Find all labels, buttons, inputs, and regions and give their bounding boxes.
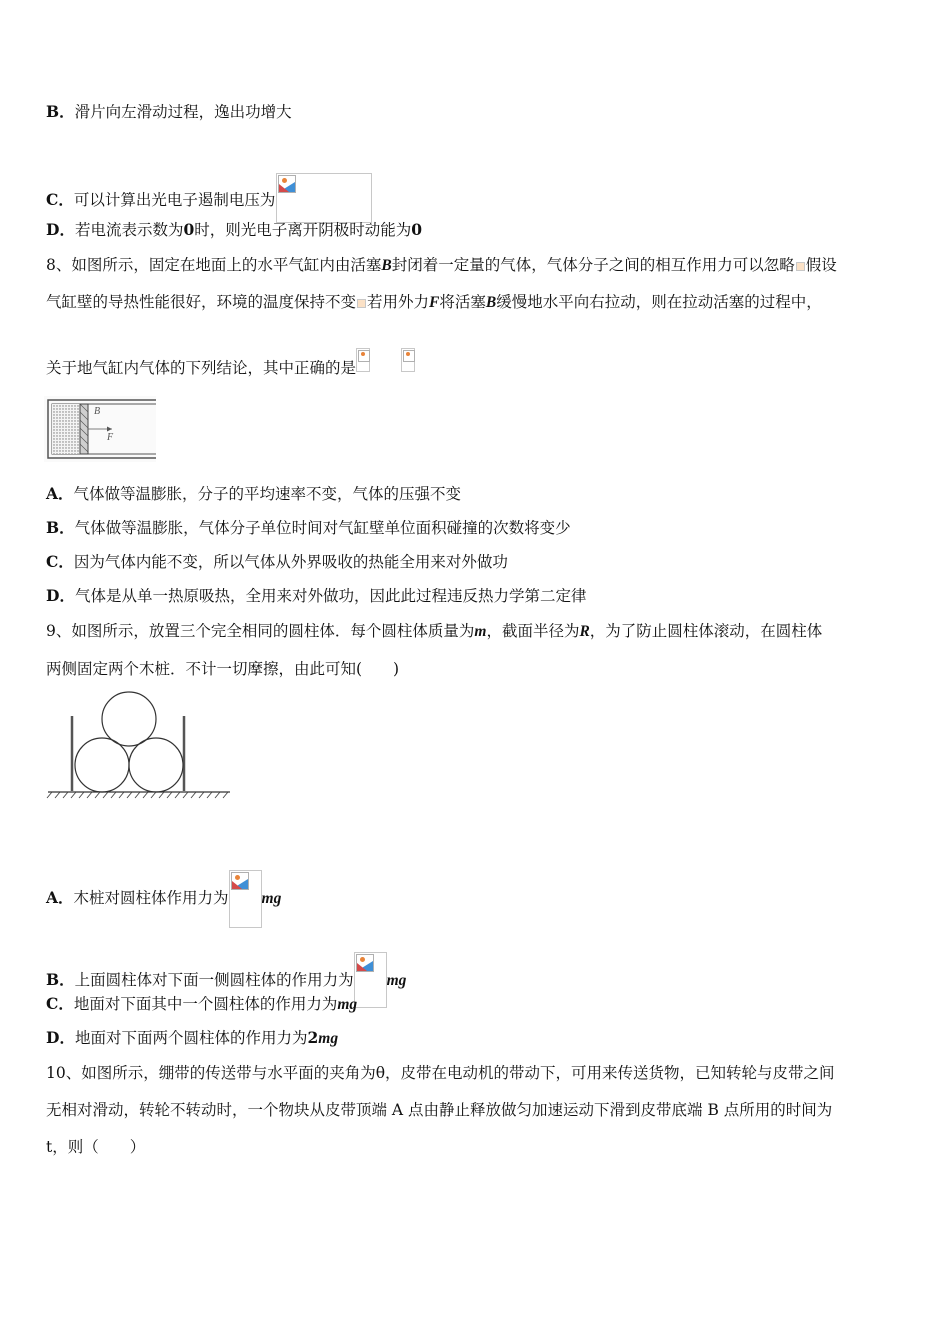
q7-option-d <box>46 220 422 240</box>
option-text: 若电流表示数为 <box>74 221 184 239</box>
text: 9、如图所示，放置三个完全相同的圆柱体．每个圆柱体质量为 <box>46 622 475 640</box>
label-b: B <box>94 406 101 417</box>
variable-m: m <box>474 623 487 640</box>
text: 假设 <box>805 256 837 274</box>
q7-option-c <box>46 160 372 210</box>
cylinders-figure <box>46 688 232 800</box>
broken-image-icon <box>354 952 387 1008</box>
q7-option-b <box>46 102 292 122</box>
gas-cylinder-figure <box>44 396 160 462</box>
q8-stem-line-3 <box>46 354 415 378</box>
text: 8、如图所示，固定在地面上的水平气缸内由活塞 <box>46 256 382 274</box>
text: 两侧固定两个木桩．不计一切摩擦，由此可知( ) <box>46 660 400 678</box>
coefficient: 2 <box>307 1028 319 1047</box>
option-label: B． <box>46 102 75 121</box>
number-zero: 0 <box>183 220 195 239</box>
text: 气缸壁的导热性能很好，环境的温度保持不变 <box>46 293 357 311</box>
option-label: D． <box>46 586 75 605</box>
q8-stem-line-2 <box>46 292 822 313</box>
option-text: 气体做等温膨胀，分子的平均速率不变，气体的压强不变 <box>73 485 462 503</box>
option-text: 气体做等温膨胀，气体分子单位时间对气缸壁单位面积碰撞的次数将变少 <box>74 519 571 537</box>
variable-r: R <box>579 623 590 640</box>
q8-option-c <box>46 552 508 572</box>
text: 10、如图所示，绷带的传送带与水平面的夹角为θ，皮带在电动机的带动下，可用来传送货物，已知转轮与皮带之间 <box>46 1064 835 1082</box>
q9-option-a <box>46 851 281 909</box>
unit-mg: mg <box>337 996 358 1013</box>
q9-stem-line-2 <box>46 659 399 679</box>
option-text: 可以计算出光电子遏制电压为 <box>73 191 276 209</box>
option-label: B． <box>46 518 75 537</box>
q9-option-c <box>46 994 357 1015</box>
text: ，截面半径为 <box>486 622 580 640</box>
option-text: 滑片向左滑动过程，逸出功增大 <box>74 103 292 121</box>
q9-option-d <box>46 1028 338 1049</box>
q8-option-a <box>46 484 461 504</box>
variable-b: B <box>485 294 497 311</box>
broken-image-icon <box>401 348 415 372</box>
number-zero: 0 <box>411 220 423 239</box>
option-text: 木桩对圆柱体作用力为 <box>73 889 229 907</box>
option-label: C． <box>46 552 74 571</box>
text: 无相对滑动，转轮不转动时，一个物块从皮带顶端 A 点由静止释放做匀加速运动下滑到皮带底端 B 点所用的时间为 <box>46 1101 833 1119</box>
q9-stem-line-1 <box>46 621 822 642</box>
text: ，为了防止圆柱体滚动，在圆柱体 <box>589 622 823 640</box>
text: 关于地气缸内气体的下列结论，其中正确的是 <box>46 359 357 377</box>
option-text: 地面对下面其中一个圆柱体的作用力为 <box>73 995 338 1013</box>
option-label: D． <box>46 1028 75 1047</box>
option-label: C． <box>46 190 74 209</box>
text: 缓慢地水平向右拉动，则在拉动活塞的过程中， <box>496 293 822 311</box>
tiny-image-icon <box>357 299 366 308</box>
option-text: 因为气体内能不变，所以气体从外界吸收的热能全用来对外做功 <box>73 553 508 571</box>
option-text: 地面对下面两个圆柱体的作用力为 <box>74 1029 308 1047</box>
text: 将活塞 <box>439 293 486 311</box>
q8-option-b <box>46 518 571 538</box>
q10-stem-line-3 <box>46 1137 145 1157</box>
broken-image-icon <box>229 870 262 928</box>
label-f: F <box>107 432 114 443</box>
option-label: D． <box>46 220 75 239</box>
broken-image-icon <box>356 348 370 372</box>
option-label: C． <box>46 994 74 1013</box>
variable-b: B <box>381 257 392 274</box>
option-text: 上面圆柱体对下面一侧圆柱体的作用力为 <box>74 971 354 989</box>
text: 封闭着一定量的气体，气体分子之间的相互作用力可以忽略 <box>391 256 795 274</box>
option-text: 气体是从单一热原吸热，全用来对外做功，因此此过程违反热力学第二定律 <box>74 587 587 605</box>
q8-option-d <box>46 586 586 606</box>
unit-mg: mg <box>386 972 407 989</box>
option-label: B． <box>46 970 75 989</box>
option-text-2: 时，则光电子离开阴极时动能为 <box>194 221 412 239</box>
q9-option-b <box>46 935 406 991</box>
option-label: A． <box>46 888 74 907</box>
q10-stem-line-2 <box>46 1100 832 1120</box>
broken-image-icon <box>276 173 372 223</box>
tiny-image-icon <box>796 262 805 271</box>
option-label: A． <box>46 484 74 503</box>
unit-mg: mg <box>318 1030 339 1047</box>
text: 若用外力 <box>367 293 430 311</box>
unit-mg: mg <box>261 890 282 907</box>
q8-stem-line-1 <box>46 255 837 276</box>
q10-stem-line-1 <box>46 1063 835 1083</box>
text: t，则（ ） <box>46 1138 146 1156</box>
variable-f: F <box>429 294 440 311</box>
